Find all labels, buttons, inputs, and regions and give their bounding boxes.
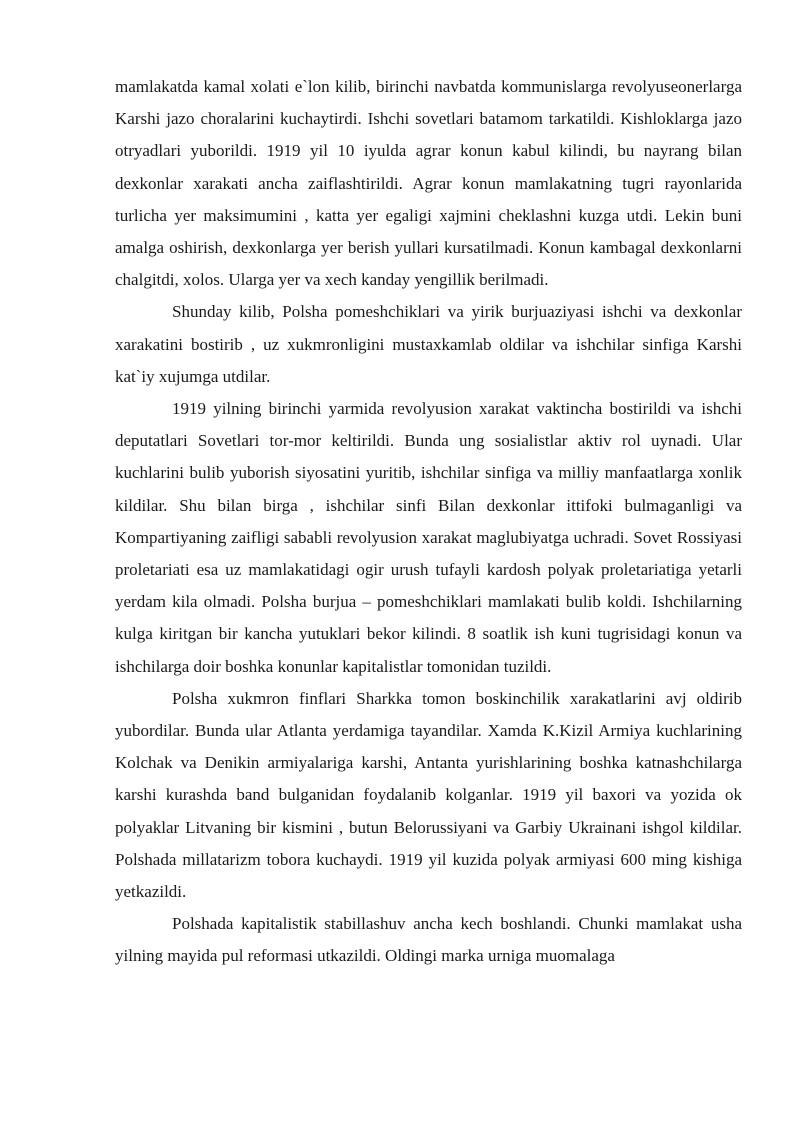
paragraph-2: Shunday kilib, Polsha pomeshchiklari va yirik burjuaziyasi ishchi va dexkonlar xarakatini bostirib , uz xukmronligini mustaxkamlab oldilar va ishchilar sinfiga Karshi kat`iy xujumga utdilar. <box>115 302 742 386</box>
paragraph-1: mamlakatda kamal xolati e`lon kilib, birinchi navbatda kommunislarga revolyuseonerlarga Karshi jazo choralarini kuchaytirdi. Ishchi sovetlari batamom tarkatildi. Kishloklarga jazo otryadlari yuborildi. 1919 yil 10 iyulda agrar konun kabul kilindi, bu nayrang bilan dexkonlar xarakati ancha zaiflashtirildi. Agrar konun mamlakatning tugri rayonlarida turlicha yer maksimumini , katta yer egaligi xajmini cheklashni kuzga utdi. Lekin buni amalga oshirish, dexkonlarga yer berish yullari kursatilmadi. Konun kambagal dexkonlarni chalgitdi, xolos. Ularga yer va xech kanday yengillik berilmadi. <box>115 77 742 290</box>
document-page <box>115 71 742 973</box>
paragraph-5: Polshada kapitalistik stabillashuv ancha kech boshlandi. Chunki mamlakat usha yilning mayida pul reformasi utkazildi. Oldingi marka urniga muomalaga <box>115 914 742 966</box>
paragraph-3: 1919 yilning birinchi yarmida revolyusion xarakat vaktincha bostirildi va ishchi deputatlari Sovetlari tor-mor keltirildi. Bunda ung sosialistlar aktiv rol uynadi. Ular kuchlarini bulib yuborish siyosatini yuritib, ishchilar sinfiga va milliy manfaatlarga xonlik kildilar. Shu bilan birga , ishchilar sinfi Bilan dexkonlar ittifoki bulmaganligi va Kompartiyaning zaifligi sababli revolyusion xarakat maglubiyatga uchradi. Sovet Rossiyasi proletariati esa uz mamlakatidagi ogir urush tufayli kardosh polyak proletariatiga yetarli yerdam kila olmadi. Polsha burjua – pomeshchiklari mamlakati bulib koldi. Ishchilarning kulga kiritgan bir kancha yutuklari bekor kilindi. 8 soatlik ish kuni tugrisidagi konun va ishchilarga doir boshka konunlar kapitalistlar tomonidan tuzildi. <box>115 399 742 676</box>
paragraph-4: Polsha xukmron finflari Sharkka tomon boskinchilik xarakatlarini avj oldirib yubordilar. Bunda ular Atlanta yerdamiga tayandilar. Xamda K.Kizil Armiya kuchlarining Kolchak va Denikin armiyalariga karshi, Antanta yurishlarining boshka katnashchilarga karshi kurashda band bulganidan foydalanib kolganlar. 1919 yil baxori va yozida ok polyaklar Litvaning bir kismini , butun Belorussiyani va Garbiy Ukrainani ishgol kildilar. Polshada millatarizm tobora kuchaydi. 1919 yil kuzida polyak armiyasi 600 ming kishiga yetkazildi. <box>115 688 742 902</box>
